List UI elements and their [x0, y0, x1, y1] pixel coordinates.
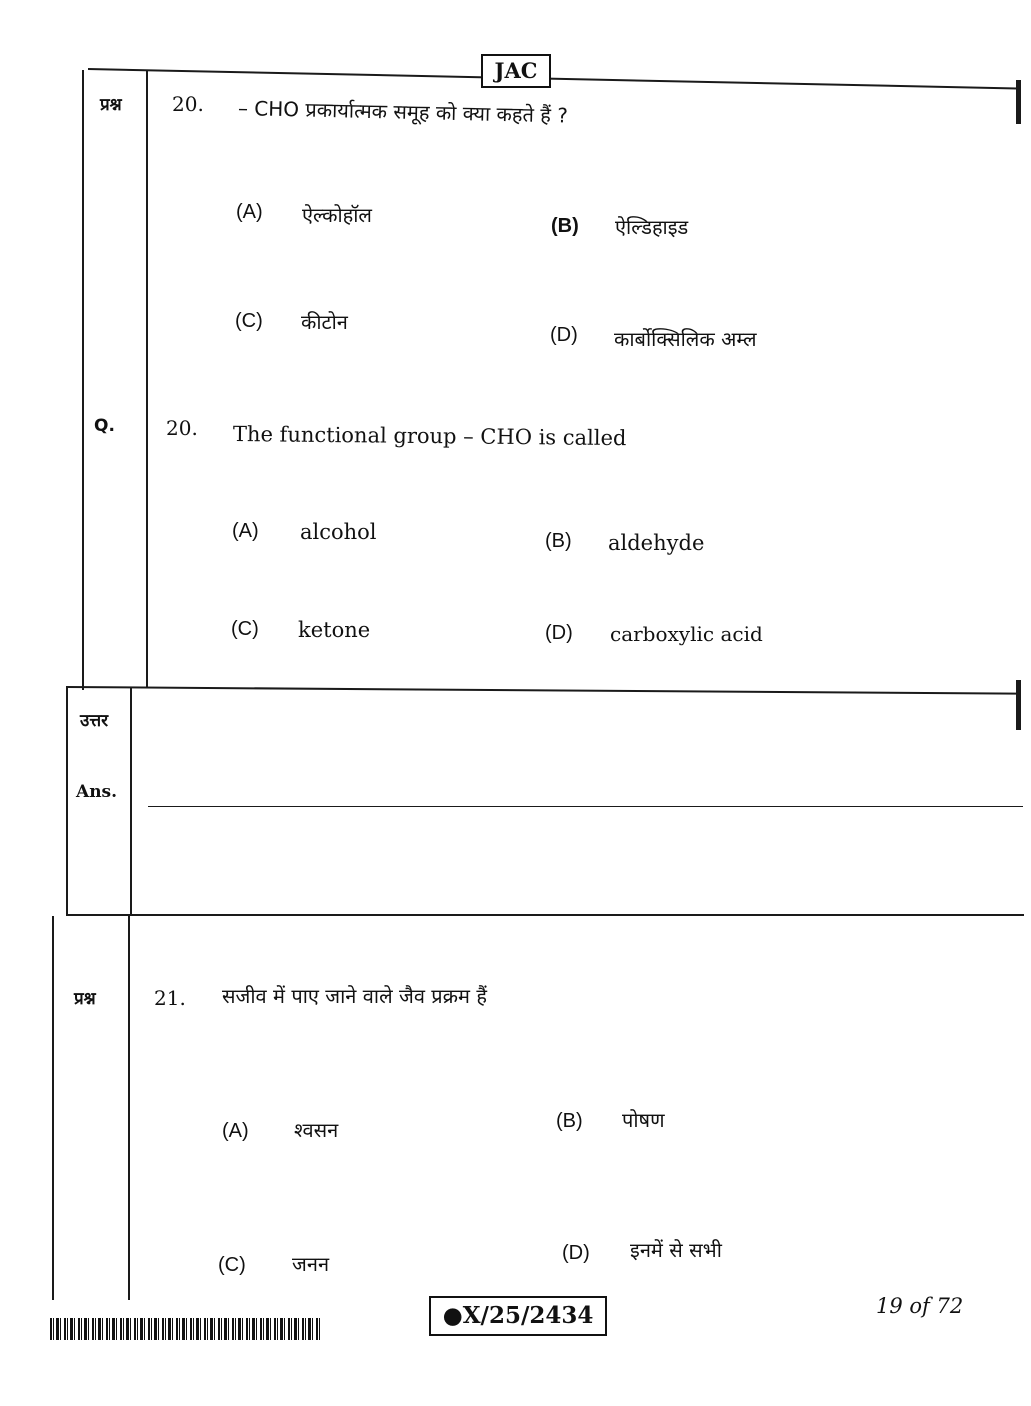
q21-left-divider [128, 916, 130, 1300]
q21-option-b-text: पोषण [622, 1108, 665, 1132]
q20-english-option-b-text: aldehyde [608, 531, 705, 555]
outer-left-border-middle [66, 688, 68, 916]
right-edge-mark-top [1016, 80, 1021, 124]
answer-writing-line [148, 806, 1023, 807]
q21-option-a-label: (A) [222, 1120, 249, 1142]
q20-english-option-a-text: alcohol [300, 520, 377, 544]
q20-english-option-d-text: carboxylic acid [610, 622, 763, 646]
q20-hindi-option-d-label: (D) [550, 324, 578, 346]
outer-left-border-bottom [52, 916, 54, 1300]
q21-side-label: प्रश्न [74, 989, 96, 1009]
q20-hindi-option-d-text: कार्बोक्सिलिक अम्ल [614, 327, 757, 351]
q20-hindi-question: – CHO प्रकार्यात्मक समूह को क्या कहते हैं ? [237, 96, 569, 128]
answer-english-label: Ans. [76, 782, 118, 802]
q21-option-a-text: श्वसन [294, 1118, 339, 1142]
jac-badge: JAC [481, 54, 551, 88]
q20-english-option-c-text: ketone [298, 618, 371, 642]
answer-bottom-line [66, 914, 1024, 916]
outer-left-border-top [82, 70, 84, 690]
right-edge-mark-middle [1016, 680, 1021, 730]
q21-option-c-label: (C) [218, 1254, 246, 1276]
answer-top-line [66, 686, 1021, 695]
q20-hindi-option-a-label: (A) [236, 201, 263, 223]
q20-hindi-option-a-text: ऐल्कोहॉल [302, 203, 372, 227]
q20-hindi-option-c-label: (C) [235, 310, 263, 332]
q20-english-number: 20. [166, 416, 198, 440]
q20-hindi-option-c-text: कीटोन [301, 310, 348, 334]
paper-code-box: ●X/25/2434 [429, 1296, 607, 1336]
q20-english-option-b-label: (B) [545, 530, 572, 552]
q20-english-side-label: Q. [94, 416, 115, 436]
q20-hindi-option-b-text: ऐल्डिहाइड [615, 215, 689, 239]
q20-english-option-a-label: (A) [232, 520, 259, 542]
q20-english-question: The functional group – CHO is called [232, 422, 627, 451]
q21-option-b-label: (B) [556, 1110, 583, 1132]
q20-english-option-d-label: (D) [545, 622, 573, 644]
top-border-line [88, 68, 1018, 89]
q21-option-c-text: जनन [292, 1252, 330, 1276]
q20-english-option-c-label: (C) [231, 618, 259, 640]
q20-hindi-side-label: प्रश्न [100, 95, 122, 115]
q20-hindi-number: 20. [172, 92, 204, 116]
q21-option-d-label: (D) [562, 1242, 590, 1264]
q21-hindi-question: सजीव में पाए जाने वाले जैव प्रक्रम हैं [222, 984, 487, 1008]
barcode [50, 1318, 322, 1340]
left-column-divider-top [146, 70, 148, 688]
page-number: 19 of 72 [876, 1294, 964, 1318]
answer-left-divider [130, 688, 132, 916]
answer-hindi-label: उत्तर [80, 711, 109, 731]
q20-hindi-option-b-label: (B) [551, 215, 579, 237]
q21-number: 21. [154, 986, 186, 1010]
q21-option-d-text: इनमें से सभी [630, 1238, 722, 1262]
